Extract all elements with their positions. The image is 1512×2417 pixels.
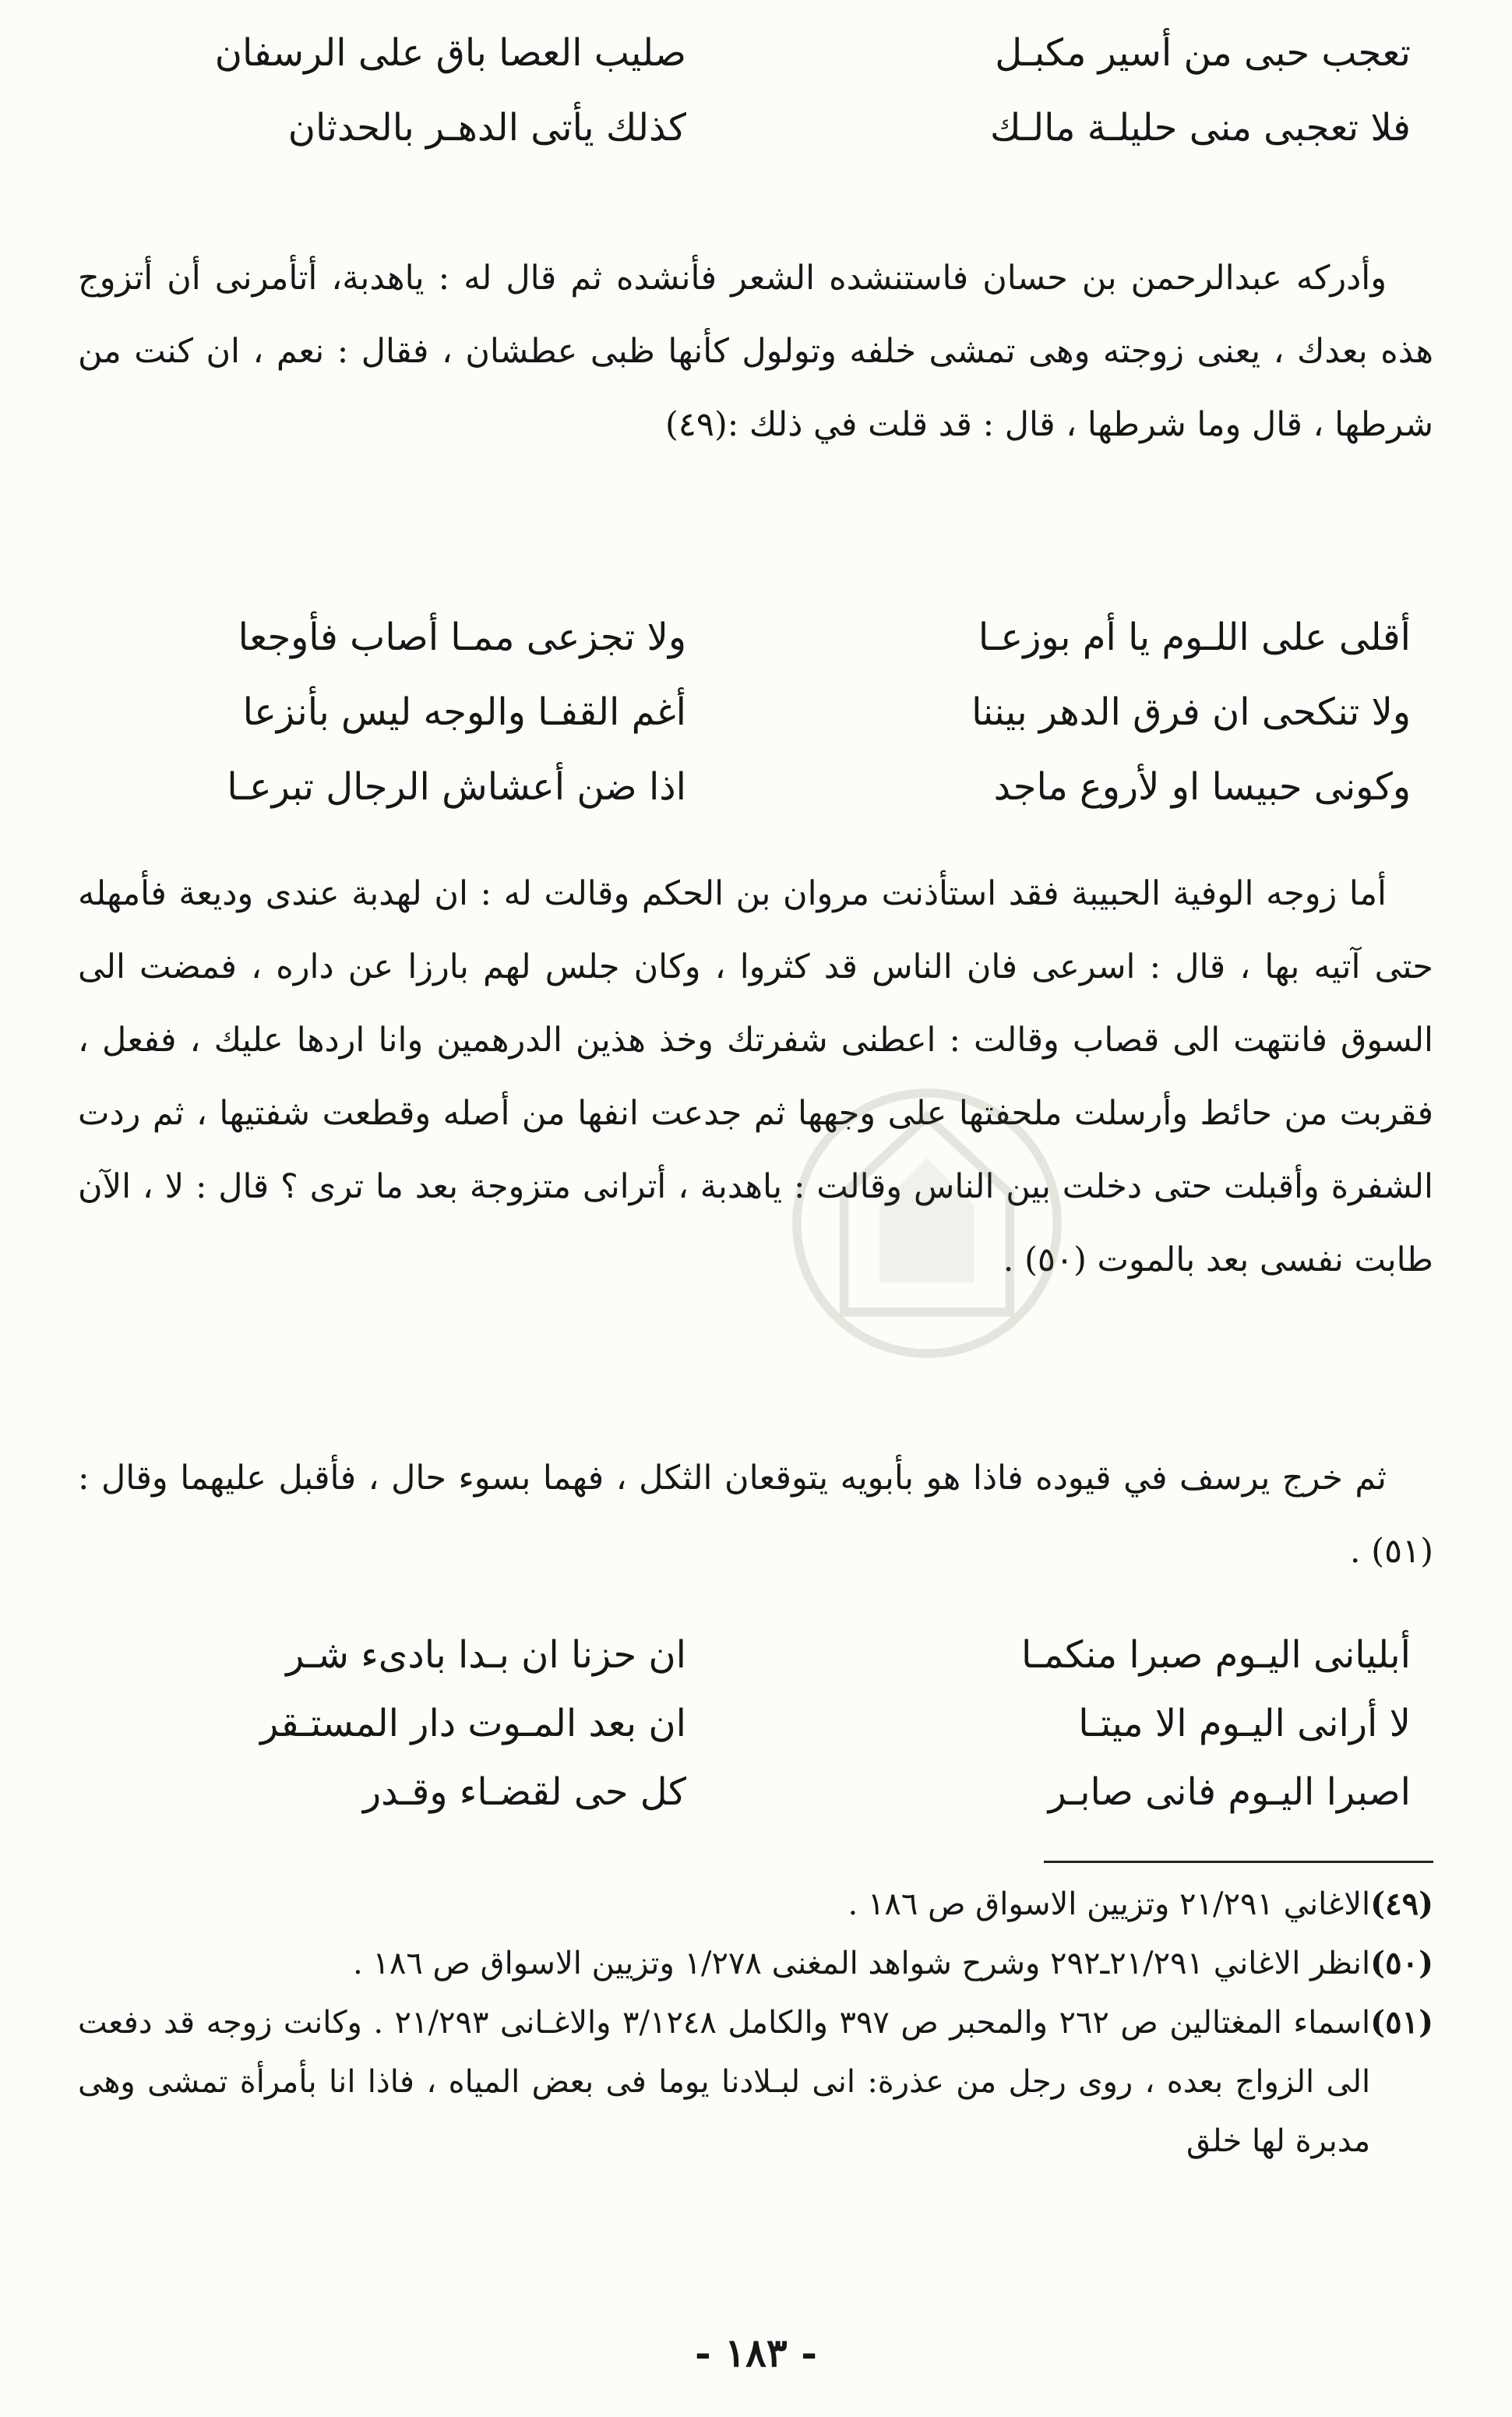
footnotes xyxy=(78,1875,1433,2171)
footnote-number: (٤٩) xyxy=(1370,1886,1433,1922)
verse-line xyxy=(0,1621,1512,1689)
verse-first-hemistich: تعجب حبى من أسير مكبـل xyxy=(995,31,1411,75)
footnote-ref-49: (٤٩) xyxy=(664,405,728,444)
footnote-text: انظر الاغاني ٢١/٢٩١ـ٢٩٢ وشرح شواهد المغنى ١/٢٧٨ وتزيين الاسواق ص ١٨٦ . xyxy=(352,1946,1371,1981)
paragraph-3: ثم خرج يرسف في قيوده فاذا هو بأبويه يتوقعان الثكل ، فهما بسوء حال ، فأقبل عليهما وقال : (٥١) . xyxy=(78,1459,1433,1571)
verse-second-hemistich: ان بعد المـوت دار المستـقر xyxy=(260,1702,686,1745)
verse-line xyxy=(0,16,1512,90)
paragraph-1 xyxy=(78,242,1433,461)
verses-top xyxy=(0,16,1512,165)
verse-line xyxy=(0,600,1512,675)
footnote-text: اسماء المغتالين ص ٢٦٢ والمحبر ص ٣٩٧ والكامل ٣/١٢٤٨ والاغـانى ٢١/٢٩٣ . وكانت زوجه قد دفعت الى الزواج بعده ، روى رجل من عذرة: انى لبـلادنا يوما فى بعض المياه ، فاذا انا بأمرأة تمشى وهى مدبرة لها خلق xyxy=(78,2005,1371,2159)
verse-line xyxy=(0,1758,1512,1826)
verse-first-hemistich: اصبرا اليـوم فانى صابـر xyxy=(1048,1770,1411,1814)
verse-second-hemistich: أغم القفـا والوجه ليس بأنزعا xyxy=(242,690,686,734)
verse-line xyxy=(0,1689,1512,1758)
footnote xyxy=(78,1934,1433,1993)
verse-first-hemistich: فلا تعجبى منى حليلـة مالـك xyxy=(989,106,1411,150)
verses-middle xyxy=(0,600,1512,824)
verse-first-hemistich: لا أرانى اليـوم الا ميتـا xyxy=(1078,1702,1411,1745)
verse-line xyxy=(0,675,1512,750)
page-number: - ١٨٣ - xyxy=(695,2330,817,2376)
footnote-ref-50: (٥٠) xyxy=(1024,1240,1087,1279)
paragraph-3-text: ثم خرج يرسف في قيوده فاذا هو بأبويه يتوقعان الثكل ، فهما بسوء حال ، فأقبل عليهما وقال : xyxy=(78,1459,1387,1498)
verse-second-hemistich: ان حزنا ان بـدا بادىء شـر xyxy=(286,1633,686,1677)
verse-second-hemistich: اذا ضن أعشاش الرجال تبرعـا xyxy=(227,765,686,809)
footnote-divider xyxy=(1044,1861,1433,1863)
footnote xyxy=(78,1993,1433,2171)
footnote xyxy=(78,1875,1433,1934)
paragraph-1-text: وأدركه عبدالرحمن بن حسان فاستنشده الشعر فأنشده ثم قال له : ياهدبة، أتأمرنى أن أتزوج هذه بعدك ، يعنى زوجته وهى تمشى خلفه وتولول كأنها ظبى عطشان ، فقال : نعم ، ان كنت من شرطها ، قال وما شرطها ، قال : قد قلت في ذلك : xyxy=(78,259,1433,444)
library-seal-watermark xyxy=(779,1075,1075,1371)
verse-line xyxy=(0,750,1512,824)
footnote-number: (٥١) xyxy=(1370,2004,1433,2041)
footnote-text: الاغاني ٢١/٢٩١ وتزيين الاسواق ص ١٨٦ . xyxy=(848,1886,1371,1922)
verse-first-hemistich: ولا تنكحى ان فرق الدهر بيننا xyxy=(971,690,1411,734)
verse-line xyxy=(0,90,1512,165)
paragraph-2-text: أما زوجه الوفية الحبيبة فقد استأذنت مروان بن الحكم وقالت له : ان لهدبة عندى وديعة فأمهله حتى آتيه بها ، قال : اسرعى فان الناس قد كثروا ، وكان جلس لهم بارزا عن داره ، فمضت الى السوق فانتهت الى قصاب وقالت : اعطنى شفرتك وخذ هذين الدرهمين وانا اردها عليك ، ففعل ، فقربت من حائط وأرسلت ملحفتها على وجهها ثم جدعت انفها من أصله وقطعت شفتيها ، ثم ردت الشفرة وأقبلت حتى دخلت بين الناس وقالت : ياهدبة ، أترانى متزوجة بعد ما ترى ؟ قال : لا ، الآن طابت نفسى بعد بالموت xyxy=(78,874,1433,1279)
verses-bottom xyxy=(0,1621,1512,1826)
verse-second-hemistich: صليب العصا باق على الرسفان xyxy=(214,31,686,75)
verse-first-hemistich: أبليانى اليـوم صبرا منكمـا xyxy=(1020,1633,1411,1677)
verse-second-hemistich: كل حى لقضـاء وقـدر xyxy=(362,1770,686,1814)
footnote-number: (٥٠) xyxy=(1370,1945,1433,1981)
verse-second-hemistich: كذلك يأتى الدهـر بالحدثان xyxy=(287,106,686,150)
footnote-ref-51: (٥١) xyxy=(1371,1532,1433,1571)
paragraph-2: أما زوجه الوفية الحبيبة فقد استأذنت مروان بن الحكم وقالت له : ان لهدبة عندى وديعة فأمهله حتى آتيه بها ، قال : اسرعى فان الناس قد كثروا ، وكان جلس لهم بارزا عن داره ، فمضت الى السوق فانتهت الى قصاب وقالت : اعطنى شفرتك وخذ هذين الدرهمين وانا اردها عليك ، ففعل ، فقربت من حائط وأرسلت ملحفتها على وجهها ثم جدعت انفها من أصله وقطعت شفتيها ، ثم ردت الشفرة وأقبلت حتى دخلت بين الناس وقالت : ياهدبة ، أترانى متزوجة بعد ما ترى ؟ قال : لا ، الآن طابت نفسى بعد بالموت (٥٠) . xyxy=(78,874,1433,1279)
verse-first-hemistich: وكونى حبيسا او لأروع ماجد xyxy=(993,765,1411,809)
verse-second-hemistich: ولا تجزعى ممـا أصاب فأوجعا xyxy=(238,616,686,659)
verse-first-hemistich: أقلى على اللـوم يا أم بوزعـا xyxy=(978,616,1411,659)
